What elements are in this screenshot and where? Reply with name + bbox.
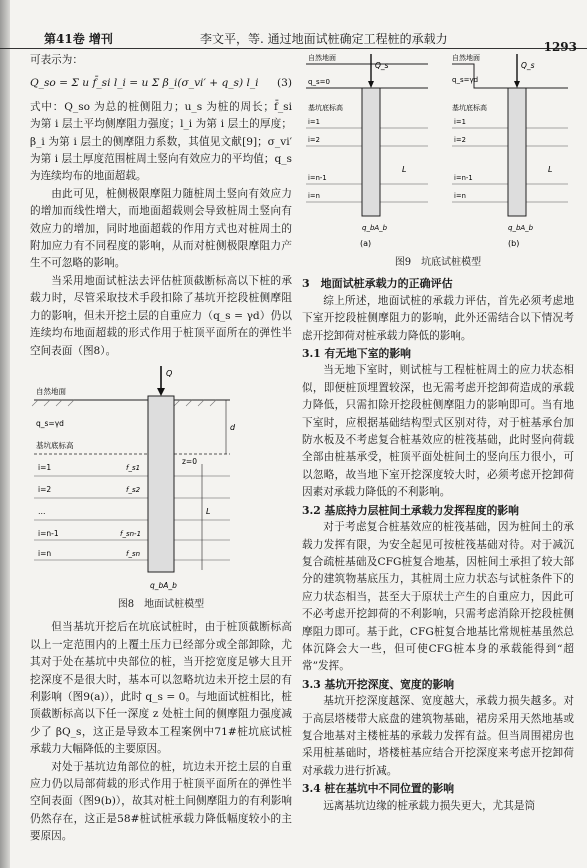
fig9a-layer-n-1: i=n-1	[308, 174, 327, 182]
section-3-text: 综上所述，地面试桩的承载力评估，首先必须考虑地下室开挖段桩侧摩阻力的影响，此外还需结合以下情况考虑开挖卸荷对桩承载力降低的影响。	[302, 294, 574, 342]
fig9b-base-label: q_bA_b	[508, 224, 534, 232]
depth-d-label: d	[230, 422, 236, 432]
section-3-3-text: 基坑开挖深度越深、宽度越大，承载力损失越多。对于高层塔楼带大底盘的建筑物基础，裙房采用天然地基或复合地基对主楼桩基的承载力发挥有益。但当周围裙房也采用桩基础时，塔楼桩基应结合开挖深度来考虑开挖卸荷对承载力进行折减。	[302, 695, 574, 777]
section-3-4-text: 远离基坑边缘的桩承载力损失更大，尤其是筒	[323, 799, 536, 812]
pile-shaft	[148, 396, 174, 572]
base-resistance-label: q_bA_b	[150, 580, 177, 590]
fig9b-layer-n: i=n	[454, 192, 466, 200]
ground-label: 自然地面	[36, 386, 66, 396]
equation-3-number: (3)	[276, 77, 292, 90]
fig9b-qs-label: q_s=γd	[452, 76, 479, 84]
equation-3-body: Q_so = Σ u f̄_si l_i = u Σ β_i(σ_vi′ + q_s) l_i	[30, 77, 259, 90]
figure-9-caption: 图9 坑底试桩模型	[394, 257, 482, 268]
running-title: 李文平，等. 通过地面试桩确定工程桩的承载力	[200, 32, 448, 46]
f-sn-label: f_sn	[126, 549, 141, 558]
fig9a-subcaption: (a)	[360, 239, 372, 248]
fig9a-qs-label: q_s=0	[308, 78, 330, 86]
section-3-2-heading: 3.2 基底持力层桩间土承载力发挥程度的影响	[302, 503, 519, 517]
layer-label-n: i=n	[38, 548, 52, 558]
layer-label-2: i=2	[38, 484, 52, 494]
intro-text: 可表示为：	[30, 54, 83, 66]
book-binding-shadow	[0, 0, 10, 868]
paragraph-1: 由此可见，桩侧极限摩阻力随桩周土竖向有效应力的增加而线性增大，而地面超载则会导致桩周土竖向有效应力的增加，同时地面超载的作用方式也对桩周土的附加应力有不同程度的影响，从而对桩侧极限摩阻力产生不可忽略的影响。	[30, 187, 292, 270]
paragraph-4: 对处于基坑边角部位的桩，坑边未开挖土层的自重应力仍以局部荷载的形式作用于桩顶平面所在的弹性半空间表面（图9(b)），故其对桩土间侧摩阻力的有利影响仍然存在，这正是58#桩试桩承载力降低幅度较小的主要原因。	[30, 760, 292, 843]
section-3-2-text: 对于考虑复合桩基效应的桩筏基础，因为桩间土的承载力发挥有限，为安全起见可按桩筏基础对待。对于减沉复合疏桩基础及CFG桩复合地基，因桩间土承担了较大部分的建筑物基底压力，其桩周土应力状态与试桩条件下的应力状态相当，甚至大于原状土产生的自重应力，因此可不必考虑开挖卸荷的不利影响，只需考虑消除开挖段桩侧摩阻力即可。基于此，CFG桩复合地基比常规桩基虽然总体沉降会大一些，但可使CFG桩本身的承载能得到“超常”发挥。	[302, 521, 574, 673]
figure-8-diagram	[30, 364, 292, 594]
fig9a-L-label: L	[402, 165, 407, 174]
surcharge-label: q_s=γd	[36, 418, 64, 428]
fig9b-ground-label: 自然地面	[452, 54, 480, 62]
figure-8-caption: 图8 地面试桩模型	[117, 598, 205, 610]
z0-label: z=0	[182, 456, 197, 466]
fig9b-Qs-label: Q_s	[521, 61, 535, 70]
fig9a-layer-2: i=2	[308, 136, 320, 144]
fig9a-base-label: q_bA_b	[362, 224, 388, 232]
paragraph-3: 但当基坑开挖后在坑底试桩时，由于桩顶截断标高以上一定范围内的上覆土压力已经部分或全部卸除，尤其对于处在基坑中央部位的桩，当开挖宽度足够大且开挖深度不是很大时，基本可以忽略坑边未开挖土层的有利影响（图9(a)），此时 q_s = 0。与地面试桩相比，桩顶截断标高以下任一深度 z 处桩土间的侧摩阻力强度减少了 βQ_s，这正是导致本工程案例中71#桩坑底试桩承载力大幅降低的主要原因。	[30, 621, 292, 756]
fig9a-layer-n: i=n	[308, 192, 320, 200]
layer-label-n-1: i=n-1	[38, 528, 59, 538]
page-number: 1293	[543, 40, 577, 54]
fig9a-Qs-label: Q_s	[375, 61, 389, 70]
fig9b-subcaption: (b)	[508, 239, 520, 248]
fig9a-cut-label: 基坑底标高	[308, 104, 343, 112]
fig9b-layer-2: i=2	[454, 136, 466, 144]
f-s1-label: f_s1	[126, 463, 141, 472]
fig9b-cut-label: 基坑底标高	[452, 104, 487, 112]
running-header	[0, 0, 587, 54]
paragraph-2: 当采用地面试桩法去评估桩顶截断标高以下桩的承载力时，尽管采取技术手段扣除了基坑开挖段桩侧摩阻力的影响，但未开挖土层的自重应力（q_s = γd）仍以连续均布地面超载的形式作用于桩顶平面所在的弹性半空间表面（图8）。	[30, 274, 292, 357]
left-column	[30, 52, 292, 846]
f-s2-label: f_s2	[126, 485, 141, 494]
f-sn-1-label: f_sn-1	[120, 529, 142, 538]
fig9b-layer-n-1: i=n-1	[454, 174, 473, 182]
fig9b-L-label: L	[548, 165, 553, 174]
layer-label-1: i=1	[38, 462, 52, 472]
section-3-1-text: 当无地下室时，则试桩与工程桩桩周土的应力状态相似，即便桩顶埋置较深，也无需考虑开挖卸荷造成的承载力降低，只需扣除开挖段桩侧摩阻力的影响即可。当有地下室时，应根据基础结构型式区别对待，对于桩基承台加防水板及不考虑复合桩基效应的桩筏基础，此时竖向荷载全部由桩基承受，桩顶平面处桩间土的竖向压力很小，可以忽略，故当地下室开挖深度较大时，必须考虑开挖卸荷因素对承载力降低的不利影响。	[302, 364, 574, 499]
load-Q-label: Q	[166, 368, 173, 378]
figure-9-diagram	[302, 52, 574, 252]
section-3-heading: 3 地面试桩承载力的正确评估	[302, 277, 453, 291]
fig9a-layer-1: i=1	[308, 118, 320, 126]
section-3-3-heading: 3.3 基坑开挖深度、宽度的影响	[302, 677, 455, 691]
figure-9a	[306, 53, 428, 248]
fig9b-layer-1: i=1	[454, 118, 466, 126]
section-3-1-heading: 3.1 有无地下室的影响	[302, 347, 411, 361]
fig9a-ground-label: 自然地面	[308, 54, 336, 62]
symbol-definitions: 式中：Q_so 为总的桩侧阻力；u_s 为桩的周长；f̄_si 为第 i 层土平均侧摩阻力强度；l_i 为第 i 层土的厚度；β_i 为第 i 层土的侧摩阻力系数，其值见文献[9]；σ_vi′ 为第 i 层土厚度范围桩周土竖向有效应力的平均值；q_s 为连续均布的地面超载。	[30, 100, 292, 183]
layer-label-3: …	[38, 506, 46, 516]
journal-volume: 第41卷 增刊	[44, 32, 113, 46]
cut-level-label: 基坑底标高	[36, 440, 74, 450]
length-L-label: L	[206, 506, 211, 516]
equation-3	[30, 75, 292, 92]
figure-9b	[452, 53, 568, 248]
section-3-4-heading: 3.4 桩在基坑中不同位置的影响	[302, 782, 455, 796]
right-column	[302, 52, 574, 815]
